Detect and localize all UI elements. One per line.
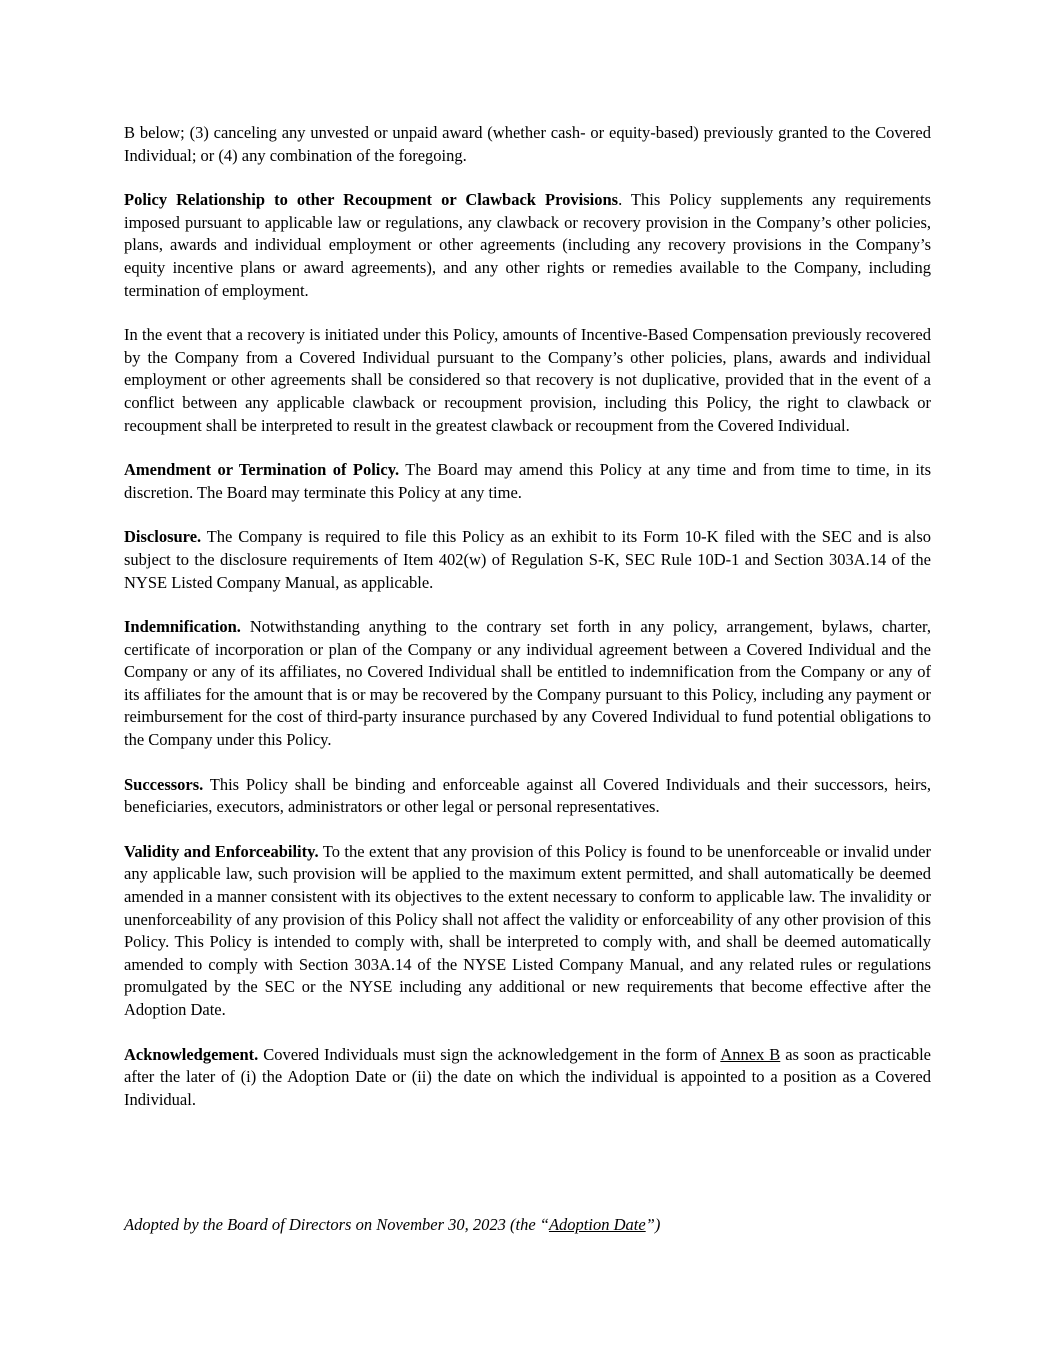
footer-text: ”) bbox=[645, 1214, 661, 1234]
run-in-heading: Disclosure. bbox=[124, 527, 202, 547]
paragraph-text: The Company is required to file this Policy as an exhibit to its Form 10-K filed with the SEC and is also subject to the disclosure requirements of Item 402(w) of Regulation S-K, SEC Rule 10D-1 and Section 303A.14 of the NYSE Listed Company Manual, as applicable. bbox=[124, 527, 931, 592]
paragraph-validity-enforceability bbox=[124, 841, 931, 1022]
annex-b-reference: Annex B bbox=[720, 1044, 781, 1064]
paragraph-indemnification bbox=[124, 616, 931, 752]
run-in-heading: Successors. bbox=[124, 774, 204, 794]
paragraph-amendment-termination bbox=[124, 459, 931, 504]
paragraph-text: Notwithstanding anything to the contrary set forth in any policy, arrangement, bylaws, charter, certificate of incorporation or plan of the Company or any individual agreement between a Covered Individual and the Company or any of its affiliates, no Covered Individual shall be entitled to indemnification from the Company or any of its affiliates for the amount that is or may be recovered by the Company pursuant to this Policy, including any payment or reimbursement for the cost of third-party insurance purchased by any Covered Individual to fund potential obligations to the Company under this Policy. bbox=[124, 617, 931, 750]
paragraph-policy-relationship bbox=[124, 189, 931, 302]
run-in-heading: Validity and Enforceability. bbox=[124, 841, 319, 861]
paragraph-award-cancellation-continuation bbox=[124, 122, 931, 167]
paragraph-disclosure bbox=[124, 526, 931, 594]
paragraph-recovery-non-duplicative bbox=[124, 324, 931, 437]
footer-text: Adopted by the Board of Directors on November 30, 2023 (the “ bbox=[124, 1214, 549, 1234]
paragraph-text: The Board may amend this Policy at any time and from time to time, in its discretion. The Board may terminate this Policy at any time. bbox=[124, 460, 931, 502]
run-in-heading: Policy Relationship to other Recoupment or Clawback Provisions bbox=[124, 190, 619, 210]
paragraph-text: B below; (3) canceling any unvested or unpaid award (whether cash- or equity-based) previously granted to the Covered Individual; or (4) any combination of the foregoing. bbox=[124, 123, 931, 165]
adoption-date-note bbox=[124, 1214, 931, 1237]
paragraph-text: . This Policy supplements any requirements imposed pursuant to applicable law or regulations, any clawback or recovery provision in the Company’s other policies, plans, awards and individual employment or other agreements (including any recovery provisions in the Company’s equity incentive plans or award agreements), and any other rights or remedies available to the Company, including termination of employment. bbox=[124, 190, 931, 300]
paragraph-text: Covered Individuals must sign the acknowledgement in the form of bbox=[258, 1044, 721, 1064]
adoption-date-reference: Adoption Date bbox=[548, 1214, 646, 1234]
run-in-heading: Amendment or Termination of Policy. bbox=[124, 460, 400, 480]
paragraph-successors bbox=[124, 774, 931, 819]
paragraph-text: This Policy shall be binding and enforceable against all Covered Individuals and their successors, heirs, beneficiaries, executors, administrators or other legal or personal representatives. bbox=[124, 774, 931, 817]
paragraph-text: In the event that a recovery is initiated under this Policy, amounts of Incentive-Based Compensation previously recovered by the Company from a Covered Individual pursuant to the Company’s other policies, plans, awards and individual employment or other agreements shall be considered so that recovery is not duplicative, provided that in the event of a conflict between any applicable clawback or recoupment provision, including this Policy, the right to clawback or recoupment shall be interpreted to result in the greatest clawback or recoupment from the Covered Individual. bbox=[124, 325, 931, 435]
paragraph-acknowledgement bbox=[124, 1044, 931, 1112]
paragraph-text: as soon as practicable after the later of (i) the Adoption Date or (ii) the date on which the individual is appointed to a position as a Covered Individual. bbox=[124, 1044, 932, 1109]
run-in-heading: Indemnification. bbox=[124, 617, 241, 637]
paragraph-text: To the extent that any provision of this Policy is found to be unenforceable or invalid under any applicable law, such provision will be applied to the maximum extent permitted, and shall automatically be deemed amended in a manner consistent with its objectives to the extent necessary to conform to applicable law. The invalidity or unenforceability of any provision of this Policy shall not affect the validity or enforceability of any other provision of this Policy. This Policy is intended to comply with, shall be interpreted to comply with, and shall be deemed automatically amended to comply with Section 303A.14 of the NYSE Listed Company Manual, and any related rules or regulations promulgated by the SEC or the NYSE including any additional or new requirements that become effective after the Adoption Date. bbox=[124, 841, 931, 1019]
run-in-heading: Acknowledgement. bbox=[124, 1044, 259, 1064]
